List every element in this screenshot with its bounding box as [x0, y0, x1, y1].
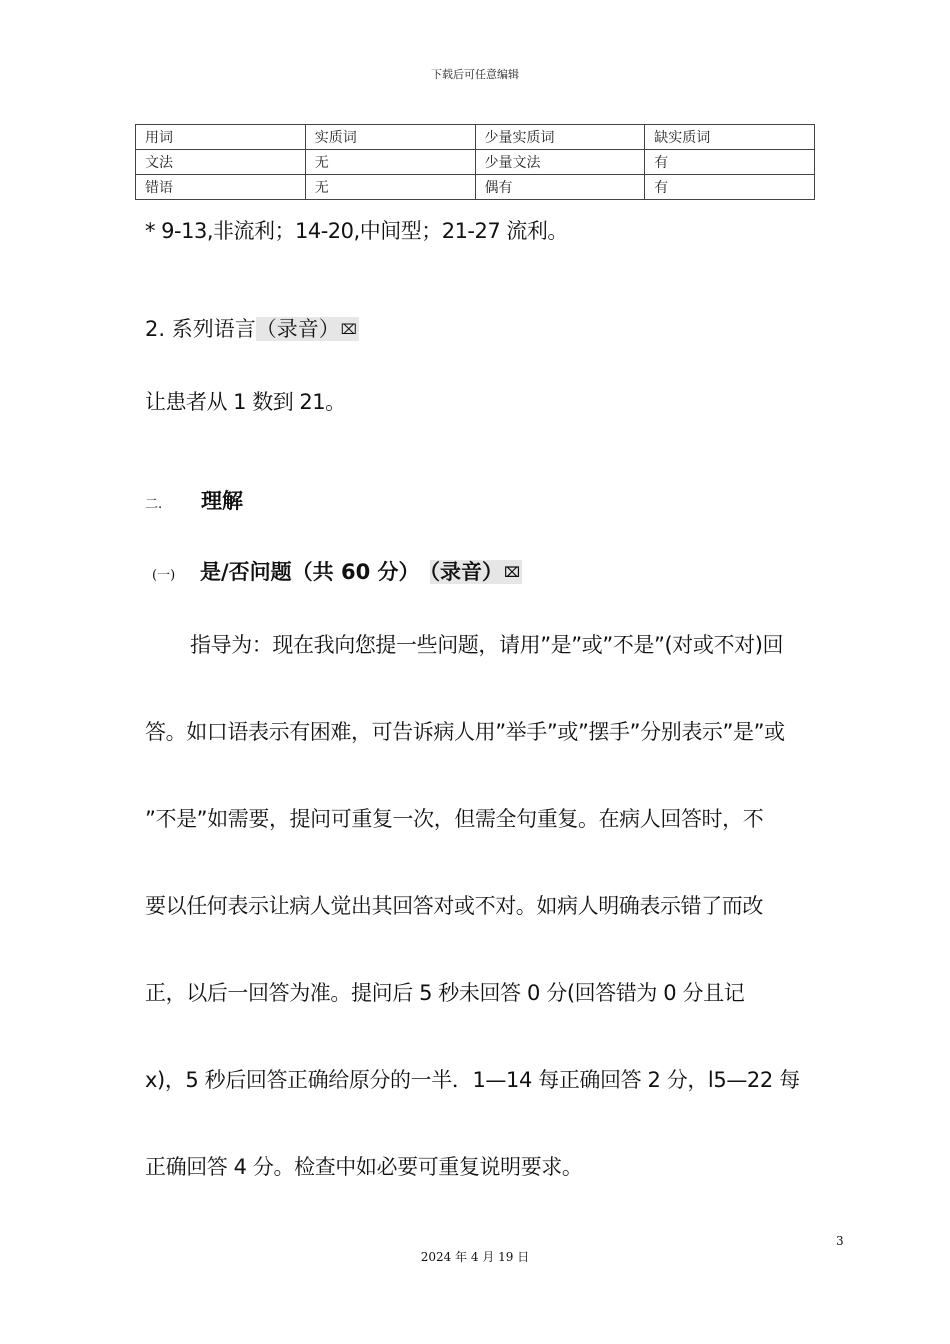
table-cell: 用词 — [136, 125, 306, 150]
table-cell: 有 — [645, 150, 815, 175]
page-footer-date: 2024 年 4 月 19 日 — [420, 1250, 530, 1264]
table-cell: 少量文法 — [475, 150, 645, 175]
paragraph-line: ”不是”如需要，提问可重复一次，但需全句重复。在病人回答时，不 — [145, 807, 764, 831]
table-cell: 缺实质词 — [645, 125, 815, 150]
section-title: 理解 — [201, 489, 243, 513]
table-cell: 少量实质词 — [475, 125, 645, 150]
table-row — [136, 125, 815, 150]
fluency-table — [135, 124, 815, 200]
section-2-heading — [145, 313, 359, 343]
recording-label — [256, 317, 359, 341]
subsection-marker: (一) — [152, 568, 176, 583]
table-cell: 错语 — [136, 175, 306, 200]
paragraph-line: 要以任何表示让病人觉出其回答对或不对。如病人明确表示错了而改 — [145, 894, 763, 918]
subsection-1-heading — [152, 556, 522, 586]
table-cell: 有 — [645, 175, 815, 200]
table-cell: 无 — [305, 175, 475, 200]
table-cell: 文法 — [136, 150, 306, 175]
page-header: 下载后可任意编辑 — [431, 68, 519, 81]
paragraph-line: 答。如口语表示有困难，可告诉病人用”举手”或”摆手”分别表示”是”或 — [145, 720, 785, 744]
paragraph-line: 正，以后一回答为准。提问后 5 秒未回答 0 分(回答错为 0 分且记 — [145, 981, 745, 1005]
section-2-title: 2. 系列语言 — [145, 317, 256, 341]
table-cell: 实质词 — [305, 125, 475, 150]
table-cell: 无 — [305, 150, 475, 175]
recording-text: （录音） — [429, 560, 504, 584]
section-number: 二. — [145, 497, 163, 512]
recording-label — [430, 560, 523, 584]
table-cell: 偶有 — [475, 175, 645, 200]
subsection-title: 是/否问题（共 60 分） — [200, 560, 420, 584]
scoring-note: * 9-13,非流利；14-20,中间型；21-27 流利。 — [145, 219, 568, 243]
recording-text: （录音） — [255, 317, 340, 341]
paragraph-line: x)，5 秒后回答正确给原分的一半．1—14 每正确回答 2 分，l5—22 每 — [145, 1068, 800, 1092]
paragraph-line: 正确回答 4 分。检查中如必要可重复说明要求。 — [145, 1155, 583, 1179]
table-row — [136, 150, 815, 175]
paragraph-line: 指导为：现在我向您提一些问题，请用”是”或”不是”(对或不对)回 — [190, 633, 784, 657]
table-row — [136, 175, 815, 200]
section-comprehension-heading — [145, 485, 243, 515]
page-number: 3 — [836, 1234, 844, 1248]
speaker-icon[interactable]: ⌧ — [504, 565, 521, 581]
speaker-icon[interactable]: ⌧ — [340, 322, 357, 338]
section-2-instruction: 让患者从 1 数到 21。 — [145, 390, 346, 414]
